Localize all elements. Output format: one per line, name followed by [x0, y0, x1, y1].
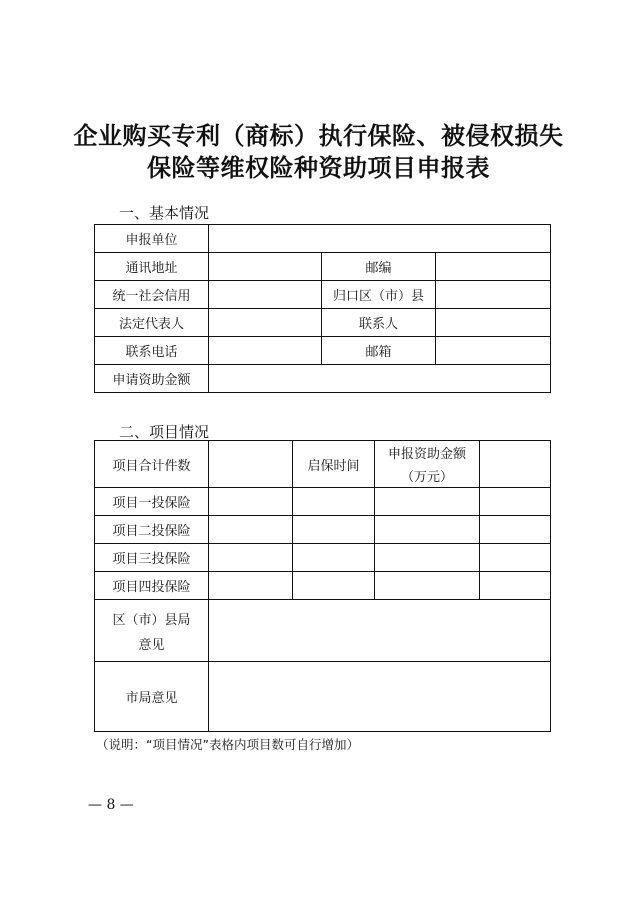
item-1-cell-b[interactable] — [293, 488, 375, 516]
amount-header-line-2: （万元） — [400, 470, 453, 485]
item-4-cell-a[interactable] — [209, 572, 293, 600]
label-county-opinion — [95, 600, 209, 662]
section-project-info-heading: 二、项目情况 — [119, 423, 210, 441]
label-start-time: 启保时间 — [293, 441, 375, 488]
item-3-cell-a[interactable] — [209, 544, 293, 572]
legal-rep-value[interactable] — [209, 309, 322, 337]
page-number: — 8 — — [88, 797, 134, 813]
label-applicant: 申报单位 — [95, 225, 209, 253]
label-item-1: 项目一投保险 — [95, 488, 209, 516]
project-info-table — [94, 440, 551, 732]
county-opinion-value[interactable] — [209, 600, 551, 662]
item-1-cell-c[interactable] — [375, 488, 480, 516]
label-item-3: 项目三投保险 — [95, 544, 209, 572]
section-basic-info-heading: 一、基本情况 — [119, 204, 210, 222]
county-opinion-line-2: 意见 — [138, 637, 165, 653]
county-opinion-line-1: 区（市）县局 — [112, 612, 191, 628]
item-3-cell-d[interactable] — [480, 544, 551, 572]
contact-value[interactable] — [436, 309, 551, 337]
item-2-cell-c[interactable] — [375, 516, 480, 544]
label-amount: 申请资助金额 — [95, 365, 209, 393]
total-count-value[interactable] — [209, 441, 293, 488]
label-city-opinion: 市局意见 — [95, 662, 209, 732]
document-title-line-2: 保险等维权险种资助项目申报表 — [147, 153, 490, 182]
label-email: 邮箱 — [322, 337, 436, 365]
label-amount-header — [375, 441, 480, 488]
document-title-line-1: 企业购买专利（商标）执行保险、被侵权损失 — [73, 121, 564, 150]
label-address: 通讯地址 — [95, 253, 209, 281]
label-item-4: 项目四投保险 — [95, 572, 209, 600]
label-postcode: 邮编 — [322, 253, 436, 281]
item-4-cell-d[interactable] — [480, 572, 551, 600]
label-item-2: 项目二投保险 — [95, 516, 209, 544]
amount-value[interactable] — [209, 365, 551, 393]
item-2-cell-d[interactable] — [480, 516, 551, 544]
label-total-count: 项目合计件数 — [95, 441, 209, 488]
amount-header-extra[interactable] — [480, 441, 551, 488]
amount-header-line-1: 申报资助金额 — [387, 447, 466, 462]
city-opinion-value[interactable] — [209, 662, 551, 732]
postcode-value[interactable] — [436, 253, 551, 281]
phone-value[interactable] — [209, 337, 322, 365]
basic-info-table — [94, 224, 551, 393]
label-contact: 联系人 — [322, 309, 436, 337]
item-2-cell-b[interactable] — [293, 516, 375, 544]
email-value[interactable] — [436, 337, 551, 365]
item-3-cell-b[interactable] — [293, 544, 375, 572]
label-legal-rep: 法定代表人 — [95, 309, 209, 337]
item-2-cell-a[interactable] — [209, 516, 293, 544]
label-phone: 联系电话 — [95, 337, 209, 365]
label-credit-code: 统一社会信用 — [95, 281, 209, 309]
form-note: （说明：“项目情况”表格内项目数可自行增加） — [96, 737, 359, 752]
item-3-cell-c[interactable] — [375, 544, 480, 572]
district-value[interactable] — [436, 281, 551, 309]
applicant-value[interactable] — [209, 225, 551, 253]
label-district: 归口区（市）县 — [322, 281, 436, 309]
item-4-cell-c[interactable] — [375, 572, 480, 600]
address-value[interactable] — [209, 253, 322, 281]
credit-code-value[interactable] — [209, 281, 322, 309]
item-4-cell-b[interactable] — [293, 572, 375, 600]
item-1-cell-a[interactable] — [209, 488, 293, 516]
item-1-cell-d[interactable] — [480, 488, 551, 516]
